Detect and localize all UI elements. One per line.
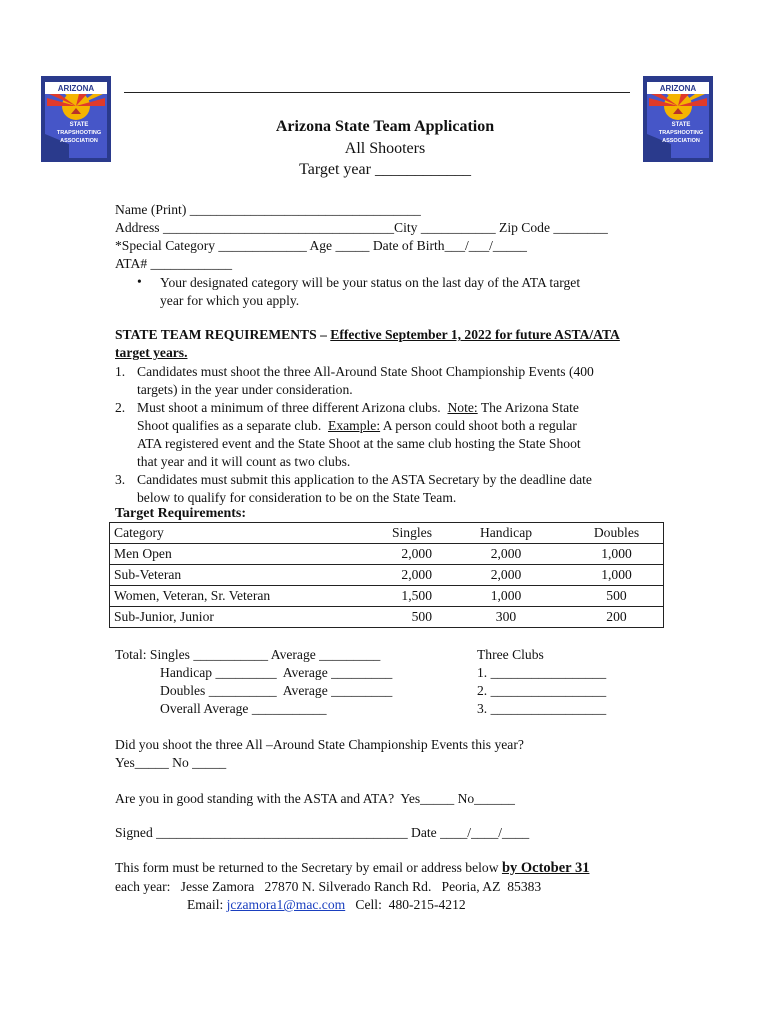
signature-date-field[interactable]: Signed _____________________________________ Date ____/____/____ [115,825,530,840]
col-handicap: Handicap [442,523,570,544]
page-title: Arizona State Team Application [275,118,495,135]
overall-average-field[interactable]: Overall Average ___________ [160,701,327,716]
special-category-field[interactable]: *Special Category _____________ Age _____ Date of Birth___/___/_____ [115,238,527,253]
svg-text:ASSOCIATION: ASSOCIATION [60,138,98,144]
requirements-heading: STATE TEAM REQUIREMENTS – Effective September 1, 2022 for future ASTA/ATA target years. [115,327,620,360]
table-row: Sub-Junior, Junior 500 300 200 [110,607,664,628]
table-row: Sub-Veteran 2,000 2,000 1,000 [110,565,664,586]
three-clubs-title: Three Clubs [477,647,544,662]
contact-line: Email: jczamora1@mac.com Cell: 480-215-4212 [187,897,466,912]
deadline-text: by October 31 [501,860,590,876]
question-championship: Did you shoot the three All –Around State Championship Events this year? [115,737,524,752]
req-num-1: 1. [115,364,126,379]
total-doubles-field[interactable]: Doubles __________ Average _________ [160,683,393,698]
req-2-line2: Shoot qualifies as a separate club. Example: A person could shoot both a regular [137,418,577,433]
ata-number-field[interactable]: ATA# ____________ [115,256,233,271]
club-2-field[interactable]: 2. _________________ [477,683,607,698]
svg-text:ASSOCIATION: ASSOCIATION [662,138,700,144]
req-num-3: 3. [115,472,126,487]
col-doubles: Doubles [570,523,664,544]
category-note-line1: Your designated category will be your status on the last day of the ATA target [160,275,581,290]
club-1-field[interactable]: 1. _________________ [477,665,607,680]
total-singles-field[interactable]: Total: Singles ___________ Average _________ [115,647,381,662]
target-requirements-table [109,522,664,628]
club-3-field[interactable]: 3. _________________ [477,701,607,716]
svg-text:ARIZONA: ARIZONA [659,84,697,93]
return-instructions: This form must be returned to the Secretary by email or address below by October 31 [115,860,590,876]
req-3-line2: below to qualify for consideration to be on the State Team. [137,490,457,505]
page-subtitle: All Shooters [344,140,426,157]
total-handicap-field[interactable]: Handicap _________ Average _________ [160,665,393,680]
target-requirements-heading: Target Requirements: [115,506,247,521]
svg-text:STATE: STATE [671,122,691,128]
svg-text:TRAPSHOOTING: TRAPSHOOTING [658,130,704,136]
col-singles: Singles [378,523,442,544]
req-2-line3: ATA registered event and the State Shoot at the same club hosting the State Shoot [137,436,581,451]
col-category: Category [110,523,379,544]
address-field[interactable]: Address __________________________________City ___________ Zip Code ________ [115,220,608,235]
name-field[interactable]: Name (Print) __________________________________ [115,202,421,217]
logo-top-text-left: ARIZONA [57,84,95,93]
req-3-line1: Candidates must submit this application to the ASTA Secretary by the deadline date [137,472,592,487]
table-row: Men Open 2,000 2,000 1,000 [110,544,664,565]
req-2-line1: Must shoot a minimum of three different Arizona clubs. Note: The Arizona State [137,400,579,415]
svg-text:STATE: STATE [69,122,89,128]
bullet-icon: • [137,274,142,289]
good-standing-field[interactable]: Are you in good standing with the ASTA and ATA? Yes_____ No______ [115,791,515,806]
req-num-2: 2. [115,400,126,415]
category-note-line2: year for which you apply. [160,293,300,308]
table-header-row [110,523,664,544]
req-2-line4: that year and it will count as two clubs. [137,454,351,469]
header-rule [124,92,630,93]
email-link[interactable]: jczamora1@mac.com [226,897,346,912]
target-year-field[interactable]: Target year ____________ [299,161,471,178]
championship-answer-field[interactable]: Yes_____ No _____ [115,755,227,770]
req-1-line2: targets) in the year under consideration. [137,382,353,397]
req-1-line1: Candidates must shoot the three All-Around State Shoot Championship Events (400 [137,364,594,379]
secretary-address: each year: Jesse Zamora 27870 N. Silverado Ranch Rd. Peoria, AZ 85383 [115,879,542,894]
table-row: Women, Veteran, Sr. Veteran 1,500 1,000 500 [110,586,664,607]
svg-text:TRAPSHOOTING: TRAPSHOOTING [56,130,102,136]
